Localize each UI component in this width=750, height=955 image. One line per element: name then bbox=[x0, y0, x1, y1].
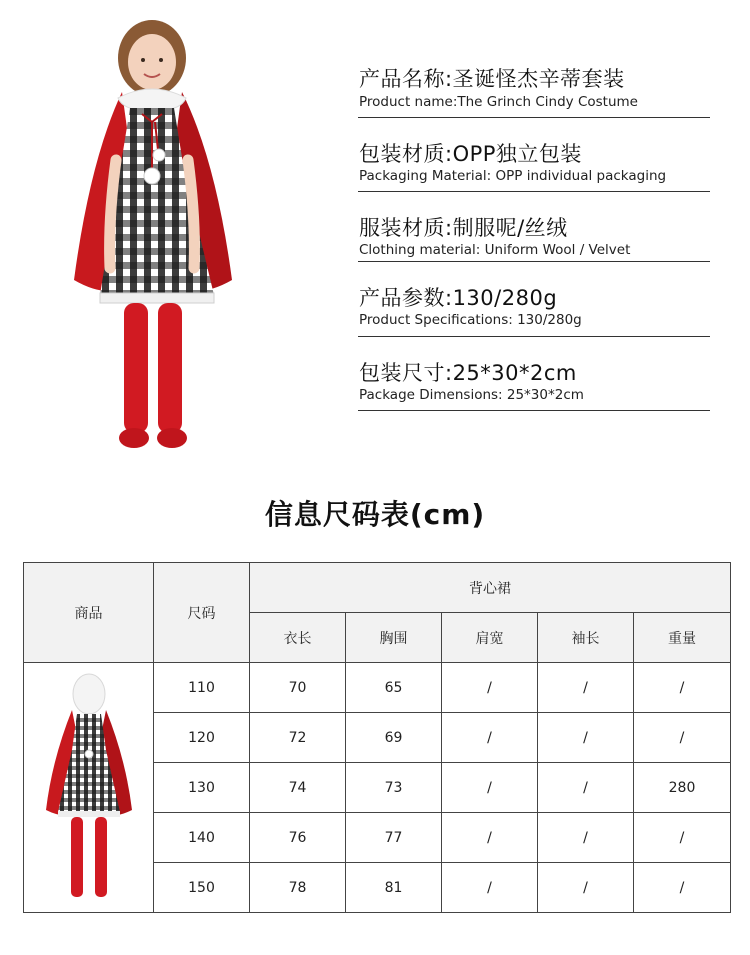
header-product: 商品 bbox=[24, 563, 154, 663]
spec-packaging-material bbox=[358, 118, 710, 192]
spec-en: Product Specifications: 130/280g bbox=[359, 312, 582, 328]
cell-length: 76 bbox=[250, 813, 346, 863]
cell-sleeve: / bbox=[538, 763, 634, 813]
size-table bbox=[23, 562, 731, 913]
header-size: 尺码 bbox=[154, 563, 250, 663]
spec-clothing-material bbox=[358, 192, 710, 262]
spec-en: Packaging Material: OPP individual packaging bbox=[359, 168, 667, 184]
spec-en: Package Dimensions: 25*30*2cm bbox=[359, 387, 584, 403]
header-group-vest-dress: 背心裙 bbox=[250, 563, 731, 613]
cell-size: 140 bbox=[154, 813, 250, 863]
cell-size: 130 bbox=[154, 763, 250, 813]
cell-weight: / bbox=[634, 863, 731, 913]
cell-sleeve: / bbox=[538, 663, 634, 713]
spec-cn: 产品参数:130/280g bbox=[359, 286, 558, 310]
cell-size: 110 bbox=[154, 663, 250, 713]
cell-shoulder: / bbox=[442, 663, 538, 713]
cell-shoulder: / bbox=[442, 763, 538, 813]
cell-sleeve: / bbox=[538, 813, 634, 863]
cell-chest: 81 bbox=[346, 863, 442, 913]
header-weight: 重量 bbox=[634, 613, 731, 663]
cell-weight: / bbox=[634, 663, 731, 713]
product-thumbnail-cell bbox=[24, 663, 154, 913]
cell-chest: 65 bbox=[346, 663, 442, 713]
cell-length: 70 bbox=[250, 663, 346, 713]
cell-weight: 280 bbox=[634, 763, 731, 813]
cell-shoulder: / bbox=[442, 713, 538, 763]
header-chest: 胸围 bbox=[346, 613, 442, 663]
cell-chest: 77 bbox=[346, 813, 442, 863]
spec-list bbox=[358, 58, 710, 411]
cell-weight: / bbox=[634, 813, 731, 863]
spec-en: Clothing material: Uniform Wool / Velvet bbox=[359, 242, 631, 258]
product-thumbnail bbox=[44, 670, 134, 905]
spec-en: Product name:The Grinch Cindy Costume bbox=[359, 94, 638, 110]
cell-weight: / bbox=[634, 713, 731, 763]
product-photo bbox=[60, 10, 250, 455]
cell-sleeve: / bbox=[538, 713, 634, 763]
header-length: 衣长 bbox=[250, 613, 346, 663]
spec-product-specifications bbox=[358, 262, 710, 337]
table-row bbox=[24, 663, 731, 713]
cell-shoulder: / bbox=[442, 863, 538, 913]
cell-shoulder: / bbox=[442, 813, 538, 863]
spec-product-name bbox=[358, 58, 710, 118]
spec-cn: 服装材质:制服呢/丝绒 bbox=[359, 216, 568, 240]
spec-cn: 包装尺寸:25*30*2cm bbox=[359, 361, 577, 385]
cell-size: 150 bbox=[154, 863, 250, 913]
header-sleeve: 袖长 bbox=[538, 613, 634, 663]
size-table-title: 信息尺码表(cm) bbox=[264, 498, 486, 531]
header-shoulder: 肩宽 bbox=[442, 613, 538, 663]
cell-chest: 73 bbox=[346, 763, 442, 813]
cell-size: 120 bbox=[154, 713, 250, 763]
cell-sleeve: / bbox=[538, 863, 634, 913]
cell-length: 74 bbox=[250, 763, 346, 813]
cell-chest: 69 bbox=[346, 713, 442, 763]
spec-cn: 产品名称:圣诞怪杰辛蒂套装 bbox=[359, 67, 625, 91]
cell-length: 72 bbox=[250, 713, 346, 763]
cell-length: 78 bbox=[250, 863, 346, 913]
spec-package-dimensions bbox=[358, 337, 710, 411]
spec-cn: 包装材质:OPP独立包装 bbox=[359, 142, 582, 166]
